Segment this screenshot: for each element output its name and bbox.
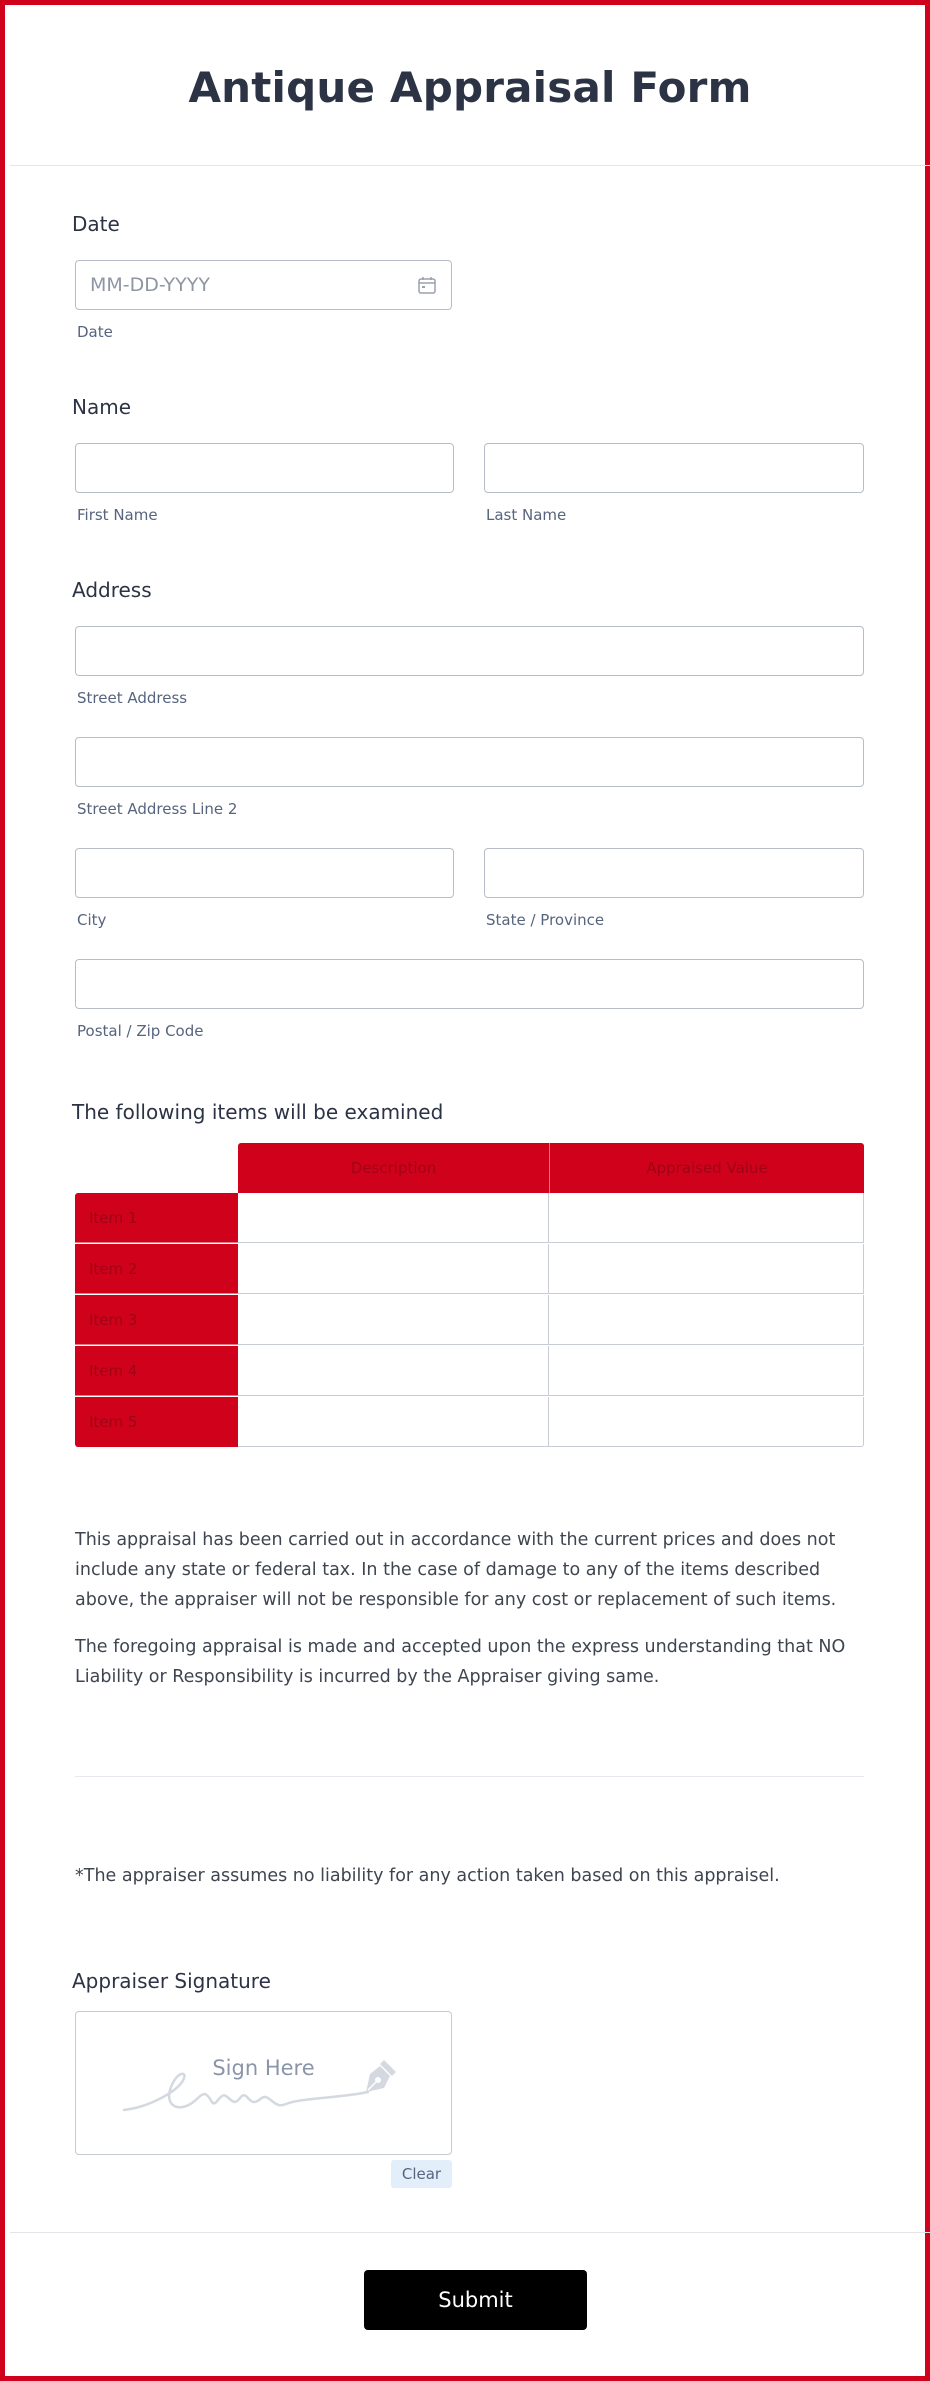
form-header [10, 10, 930, 166]
first-name-input[interactable] [75, 443, 454, 493]
date-placeholder: MM-DD-YYYY [90, 274, 210, 296]
last-name-input[interactable] [484, 443, 864, 493]
item-1-description-cell[interactable] [238, 1193, 549, 1243]
city-input[interactable] [75, 848, 454, 898]
row-header-item-2: Item 2 [75, 1244, 238, 1294]
item-3-description-cell[interactable] [238, 1295, 549, 1345]
signature-pad[interactable] [75, 2011, 452, 2155]
item-5-value-cell[interactable] [549, 1397, 864, 1447]
street-address-sublabel: Street Address [77, 689, 188, 707]
pen-nib-icon [358, 2054, 402, 2098]
calendar-icon[interactable] [417, 275, 437, 295]
postal-code-input[interactable] [75, 959, 864, 1009]
disclaimer-text: *The appraiser assumes no liability for any action taken based on this appraisel. [75, 1866, 780, 1886]
terms-paragraph-2: The foregoing appraisal is made and accepted upon the express understanding that NO Liability or Responsibility is incurred by the Appraiser giving same. [75, 1637, 846, 1687]
row-header-item-3: Item 3 [75, 1295, 238, 1345]
section-divider [75, 1776, 864, 1777]
items-grid [75, 1143, 864, 1447]
item-1-value-cell[interactable] [549, 1193, 864, 1243]
item-4-description-cell[interactable] [238, 1346, 549, 1396]
item-5-description-cell[interactable] [238, 1397, 549, 1447]
footer-divider [10, 2232, 930, 2233]
city-sublabel: City [77, 911, 107, 929]
state-input[interactable] [484, 848, 864, 898]
name-label: Name [72, 395, 132, 419]
street-address-line2-input[interactable] [75, 737, 864, 787]
signature-placeholder: Sign Here [212, 2056, 315, 2080]
date-sublabel: Date [77, 323, 113, 341]
item-3-value-cell[interactable] [549, 1295, 864, 1345]
first-name-sublabel: First Name [77, 506, 158, 524]
street-address-input[interactable] [75, 626, 864, 676]
item-4-value-cell[interactable] [549, 1346, 864, 1396]
date-label: Date [72, 212, 120, 236]
terms-paragraph-1: This appraisal has been carried out in accordance with the current prices and does not include any state or federal tax. In the case of damage to any of the items described above, the appraiser will not be responsible for any cost or replacement of such items. [75, 1530, 837, 1610]
form-title: Antique Appraisal Form [188, 63, 752, 112]
items-label: The following items will be examined [72, 1100, 444, 1124]
row-header-item-5: Item 5 [75, 1397, 238, 1447]
signature-label: Appraiser Signature [72, 1969, 271, 1993]
street-address-line2-sublabel: Street Address Line 2 [77, 800, 238, 818]
item-2-value-cell[interactable] [549, 1244, 864, 1294]
column-header-description: Description [238, 1143, 549, 1193]
clear-signature-button[interactable]: Clear [391, 2160, 452, 2188]
address-label: Address [72, 578, 152, 602]
state-sublabel: State / Province [486, 911, 605, 929]
postal-code-sublabel: Postal / Zip Code [77, 1022, 204, 1040]
row-header-item-4: Item 4 [75, 1346, 238, 1396]
column-header-appraised-value: Appraised Value [549, 1143, 864, 1193]
row-header-item-1: Item 1 [75, 1193, 238, 1243]
last-name-sublabel: Last Name [486, 506, 567, 524]
submit-button[interactable]: Submit [364, 2270, 587, 2330]
date-input[interactable] [75, 260, 452, 310]
item-2-description-cell[interactable] [238, 1244, 549, 1294]
